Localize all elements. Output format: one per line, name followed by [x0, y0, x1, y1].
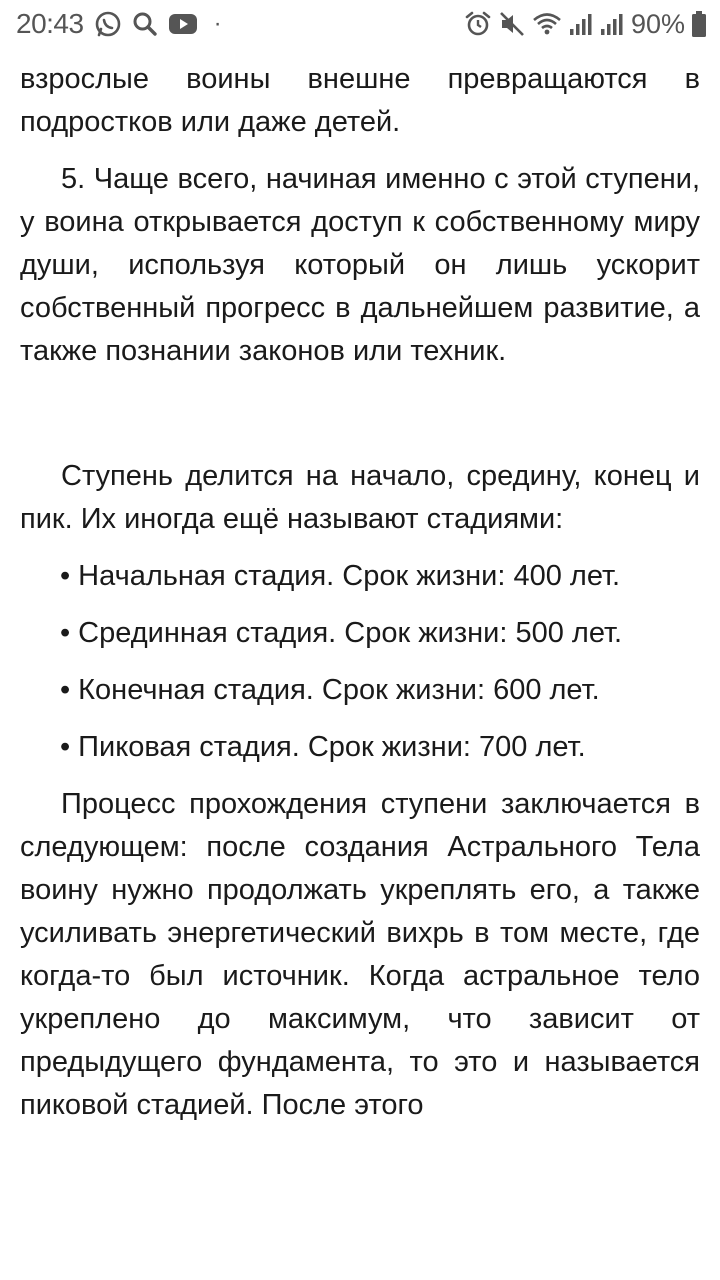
- stage-label: Пиковая стадия. Срок жизни: 700 лет.: [78, 731, 586, 763]
- stage-label: Конечная стадия. Срок жизни: 600 лет.: [78, 674, 600, 706]
- search-icon: [132, 11, 158, 37]
- status-bar: [0, 0, 720, 48]
- list-item: [20, 612, 700, 655]
- signal-icon-2: [600, 12, 624, 36]
- bullet: •: [60, 617, 71, 649]
- list-item: [20, 726, 700, 769]
- clock: 20:43: [16, 8, 84, 39]
- whatsapp-icon: [94, 10, 122, 38]
- stage-label: Начальная стадия. Срок жизни: 400 лет.: [78, 560, 621, 592]
- bullet: •: [60, 731, 71, 763]
- paragraph-continuation: взрослые воины внешне превращаются в подростков или даже детей.: [20, 63, 700, 138]
- paragraph-stages-intro: Ступень делится на начало, средину, конец и пик. Их иногда ещё называют стадиями:: [20, 460, 700, 535]
- wifi-icon: [532, 12, 562, 36]
- status-bar-left: [16, 8, 232, 40]
- list-item: [20, 669, 700, 712]
- paragraph-point-5: 5. Чаще всего, начиная именно с этой ступени, у воина открывается доступ к собственному миру души, используя который он лишь ускорит собственный прогресс в дальнейшем развитие, а также познании законов или техник.: [20, 163, 700, 367]
- bullet: •: [60, 560, 71, 592]
- youtube-icon: [168, 13, 198, 35]
- battery-icon: [692, 11, 706, 37]
- paragraph-gap: [20, 387, 700, 455]
- stage-list: [20, 555, 700, 769]
- alarm-icon: [464, 10, 492, 38]
- stage-label: Срединная стадия. Срок жизни: 500 лет.: [78, 617, 623, 649]
- mute-icon: [499, 11, 525, 37]
- paragraph-process: Процесс прохождения ступени заключается в следующем: после создания Астрального Тела воину нужно продолжать укреплять его, а также усиливать энергетический вихрь в том месте, где когда-то был источник. Когда астральное тело укреплено до максимум, что зависит от предыдущего фундамента, то это и называется пиковой стадией. После этого: [20, 788, 700, 1121]
- battery-percent: 90%: [630, 8, 685, 39]
- signal-icon-1: [569, 12, 593, 36]
- overflow-dot: ·: [213, 10, 222, 37]
- status-bar-right: [457, 9, 706, 40]
- list-item: [20, 555, 700, 598]
- bullet: •: [60, 674, 71, 706]
- article-body: [20, 58, 700, 1141]
